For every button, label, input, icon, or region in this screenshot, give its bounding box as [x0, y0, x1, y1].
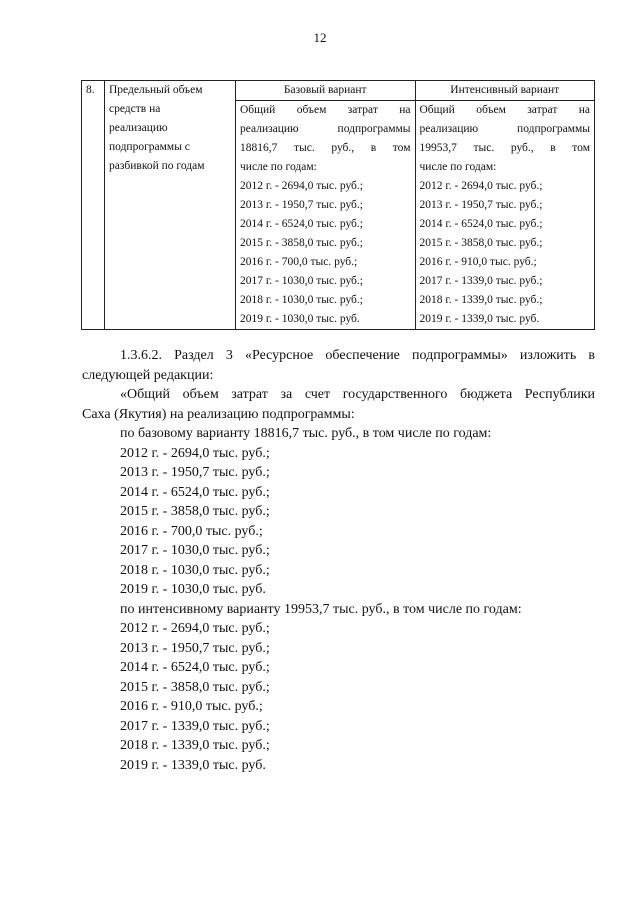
column-header-base: Базовый вариант: [236, 81, 416, 101]
cell-line: 18816,7 тыс. руб., в том: [240, 142, 411, 154]
cell-line: числе по годам:: [419, 161, 497, 173]
cell-line: реализацию подпрограммы: [240, 123, 411, 135]
year-line: 2015 г. - 3858,0 тыс. руб.;: [240, 237, 363, 249]
row-name-line: средств на: [109, 103, 161, 115]
year-line: 2016 г. - 700,0 тыс. руб.;: [120, 523, 263, 539]
year-line: 2016 г. - 910,0 тыс. руб.;: [120, 699, 263, 714]
year-line: 2012 г. - 2694,0 тыс. руб.;: [419, 180, 543, 192]
row-number: 8.: [82, 81, 105, 330]
year-line: 2013 г. - 1950,7 тыс. руб.;: [120, 640, 270, 656]
section-heading-line: 1.3.6.2. Раздел 3 «Ресурсное обеспечение подпрограммы» изложить в: [120, 348, 595, 363]
year-line: 2017 г. - 1030,0 тыс. руб.;: [120, 543, 270, 558]
column-header-intensive: Интенсивный вариант: [415, 81, 595, 101]
year-line: 2015 г. - 3858,0 тыс. руб.;: [120, 679, 270, 695]
cell-line: числе по годам:: [240, 161, 317, 173]
document-body: [82, 346, 595, 775]
cell-line: Общий объем затрат на: [240, 104, 411, 116]
year-line: 2013 г. - 1950,7 тыс. руб.;: [419, 199, 543, 211]
year-line: 2014 г. - 6524,0 тыс. руб.;: [120, 484, 270, 500]
year-line: 2014 г. - 6524,0 тыс. руб.;: [240, 218, 363, 230]
year-line: 2015 г. - 3858,0 тыс. руб.;: [419, 237, 543, 249]
year-line: 2012 г. - 2694,0 тыс. руб.;: [120, 621, 270, 636]
year-line: 2019 г. - 1339,0 тыс. руб.: [419, 313, 540, 325]
year-line: 2017 г. - 1339,0 тыс. руб.;: [419, 275, 543, 287]
cell-line: реализацию подпрограммы: [419, 123, 590, 135]
year-line: 2018 г. - 1030,0 тыс. руб.;: [120, 562, 270, 578]
year-line: 2019 г. - 1030,0 тыс. руб.: [240, 313, 360, 325]
year-line: 2012 г. - 2694,0 тыс. руб.;: [240, 180, 363, 192]
base-variant-cell: [236, 101, 416, 330]
cell-line: 19953,7 тыс. руб., в том: [419, 142, 590, 154]
page-number: 12: [313, 30, 327, 45]
year-line: 2016 г. - 700,0 тыс. руб.;: [240, 256, 358, 268]
row-name-line: Предельный объем: [109, 84, 203, 96]
row-name-line: разбивкой по годам: [109, 160, 205, 172]
base-heading: по базовому варианту 18816,7 тыс. руб., в том числе по годам:: [120, 426, 492, 441]
intro-line: «Общий объем затрат за счет государственного бюджета Республики: [120, 387, 595, 402]
year-line: 2014 г. - 6524,0 тыс. руб.;: [120, 660, 270, 675]
cell-line: Общий объем затрат на: [419, 104, 590, 116]
year-line: 2017 г. - 1339,0 тыс. руб.;: [120, 718, 270, 734]
row-name-line: реализацию: [109, 122, 168, 134]
intro-line: Саха (Якутия) на реализацию подпрограммы:: [82, 406, 355, 422]
intensive-heading: по интенсивному варианту 19953,7 тыс. руб., в том числе по годам:: [120, 601, 522, 617]
intensive-variant-cell: [415, 101, 595, 330]
year-line: 2015 г. - 3858,0 тыс. руб.;: [120, 504, 270, 519]
year-line: 2014 г. - 6524,0 тыс. руб.;: [419, 218, 543, 230]
row-name-cell: [105, 81, 236, 330]
year-line: 2013 г. - 1950,7 тыс. руб.;: [240, 199, 363, 211]
year-line: 2018 г. - 1339,0 тыс. руб.;: [120, 738, 270, 753]
year-line: 2018 г. - 1030,0 тыс. руб.;: [240, 294, 363, 306]
year-line: 2013 г. - 1950,7 тыс. руб.;: [120, 465, 270, 480]
year-line: 2017 г. - 1030,0 тыс. руб.;: [240, 275, 363, 287]
year-line: 2016 г. - 910,0 тыс. руб.;: [419, 256, 537, 268]
row-name-line: подпрограммы с: [109, 141, 190, 153]
section-heading-line: следующей редакции:: [82, 367, 214, 383]
year-line: 2012 г. - 2694,0 тыс. руб.;: [120, 445, 270, 461]
passport-table: [81, 80, 595, 330]
year-line: 2019 г. - 1339,0 тыс. руб.: [120, 757, 266, 773]
year-line: 2019 г. - 1030,0 тыс. руб.: [120, 582, 266, 597]
table-row: [82, 81, 595, 101]
year-line: 2018 г. - 1339,0 тыс. руб.;: [419, 294, 543, 306]
